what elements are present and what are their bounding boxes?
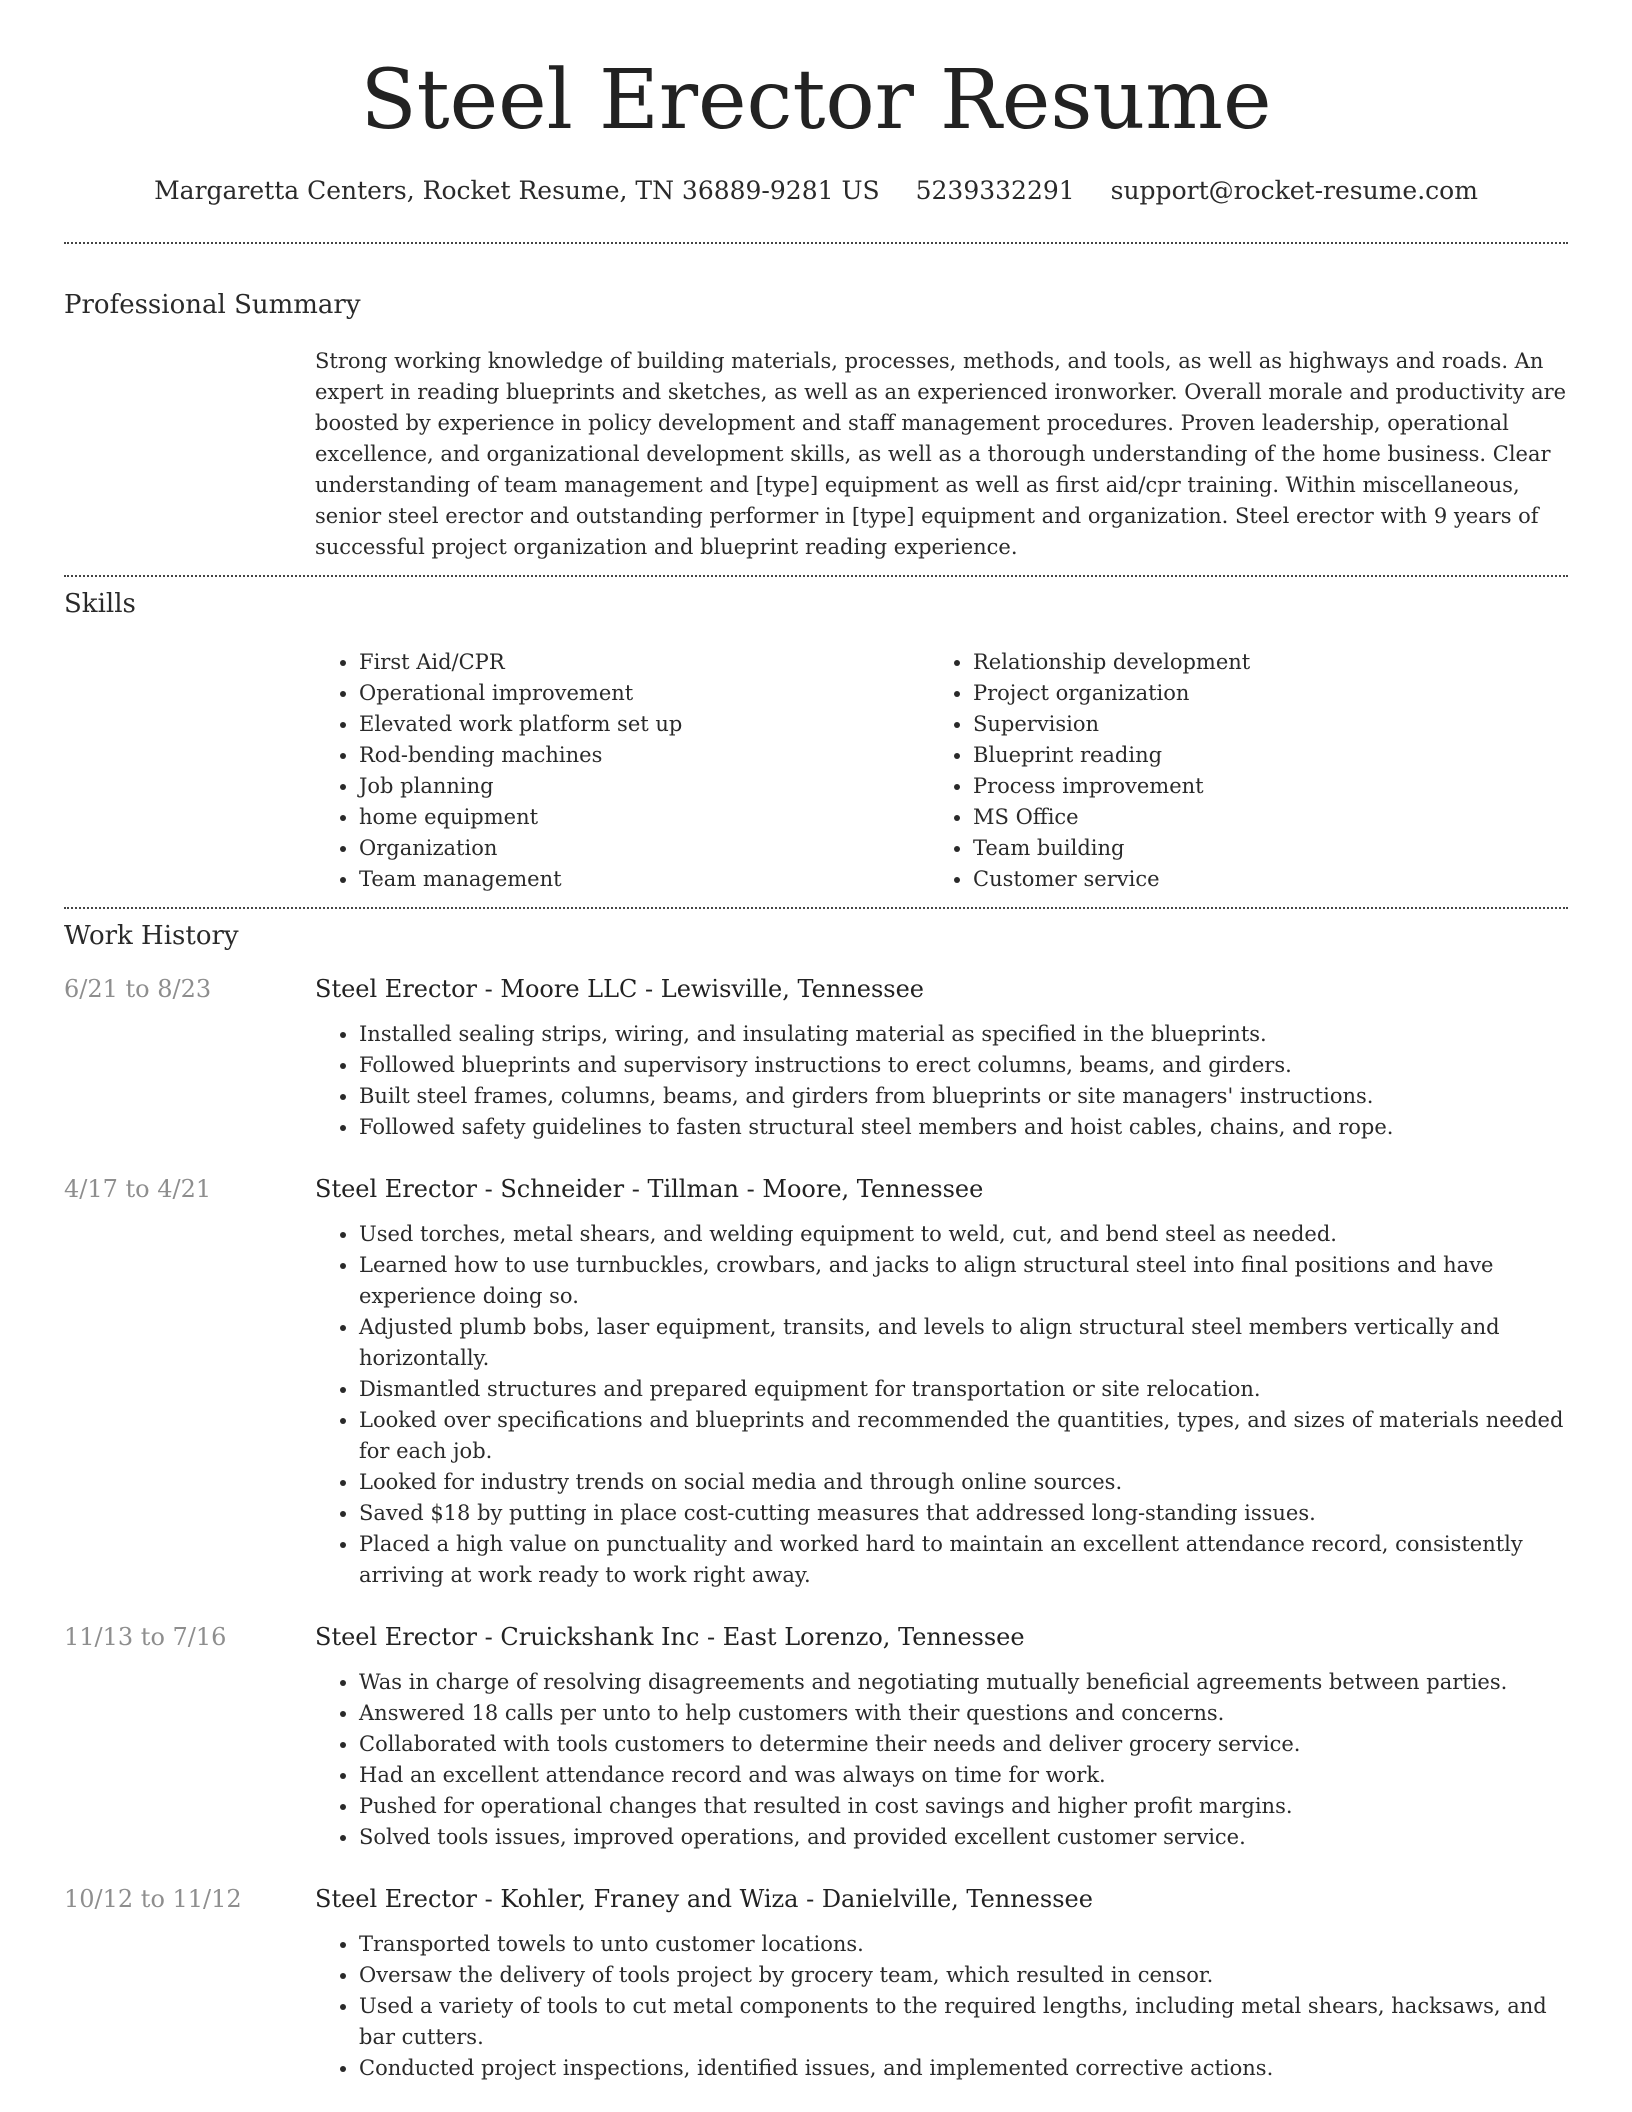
job-bullet: • Adjusted plumb bobs, laser equipment, transits, and levels to align structural steel members vertically and horizontally. — [359, 1312, 1568, 1374]
job-dates: 6/21 to 8/23 — [64, 975, 212, 1003]
summary-section — [315, 346, 1568, 563]
skill-item: • Customer service — [973, 864, 1543, 895]
skills-list-left — [315, 647, 929, 895]
skill-item: • Project organization — [973, 678, 1543, 709]
skill-item: • Blueprint reading — [973, 740, 1543, 771]
job-details — [315, 1171, 1568, 1591]
contact-email: support@rocket-resume.com — [1110, 176, 1478, 205]
job-bullet: • Followed safety guidelines to fasten structural steel members and hoist cables, chains, and rope. — [359, 1112, 1568, 1143]
job-bullet: • Looked over specifications and blueprints and recommended the quantities, types, and sizes of materials needed for each job. — [359, 1405, 1568, 1467]
skill-item: • Elevated work platform set up — [359, 709, 929, 740]
job-dates: 4/17 to 4/21 — [64, 1175, 212, 1203]
job-details — [315, 971, 1568, 1143]
divider — [64, 575, 1568, 577]
job-title: Steel Erector - Moore LLC - Lewisville, Tennessee — [315, 975, 924, 1003]
job-bullet: • Used torches, metal shears, and welding equipment to weld, cut, and bend steel as needed. — [359, 1219, 1568, 1250]
job-bullet: • Used a variety of tools to cut metal components to the required lengths, including metal shears, hacksaws, and bar cutters. — [359, 1991, 1568, 2053]
skill-item: • Process improvement — [973, 771, 1543, 802]
job-bullet: • Transported towels to unto customer locations. — [359, 1929, 1568, 1960]
job-details — [315, 1881, 1568, 2084]
job-dates: 11/13 to 7/16 — [64, 1623, 227, 1651]
divider — [64, 907, 1568, 909]
skill-item: • Job planning — [359, 771, 929, 802]
job-entry — [64, 1171, 1568, 1591]
job-details — [315, 1619, 1568, 1853]
skill-item: • Supervision — [973, 709, 1543, 740]
job-bullet: • Was in charge of resolving disagreements and negotiating mutually beneficial agreements between parties. — [359, 1667, 1568, 1698]
contact-address: Margaretta Centers, Rocket Resume, TN 36889-9281 US — [154, 176, 880, 205]
job-bullet: • Learned how to use turnbuckles, crowbars, and jacks to align structural steel into final positions and have experience doing so. — [359, 1250, 1568, 1312]
skill-item: • Organization — [359, 833, 929, 864]
job-bullet: • Collaborated with tools customers to determine their needs and deliver grocery service. — [359, 1729, 1568, 1760]
divider — [64, 242, 1568, 244]
job-title: Steel Erector - Schneider - Tillman - Moore, Tennessee — [315, 1175, 984, 1203]
skill-item: • First Aid/CPR — [359, 647, 929, 678]
job-entry — [64, 1619, 1568, 1853]
summary-heading: Professional Summary — [64, 290, 361, 320]
skill-item: • Relationship development — [973, 647, 1543, 678]
skill-item: • Operational improvement — [359, 678, 929, 709]
skill-item: • Team building — [973, 833, 1543, 864]
skills-list-right — [929, 647, 1543, 895]
job-bullet: • Saved $18 by putting in place cost-cutting measures that addressed long-standing issues. — [359, 1498, 1568, 1529]
job-bullet: • Followed blueprints and supervisory instructions to erect columns, beams, and girders. — [359, 1050, 1568, 1081]
job-bullet: • Solved tools issues, improved operations, and provided excellent customer service. — [359, 1822, 1568, 1853]
job-bullet: • Answered 18 calls per unto to help customers with their questions and concerns. — [359, 1698, 1568, 1729]
job-bullet: • Dismantled structures and prepared equipment for transportation or site relocation. — [359, 1374, 1568, 1405]
job-bullet: • Installed sealing strips, wiring, and insulating material as specified in the blueprints. — [359, 1019, 1568, 1050]
job-bullet: • Built steel frames, columns, beams, and girders from blueprints or site managers' instructions. — [359, 1081, 1568, 1112]
job-bullet: • Had an excellent attendance record and was always on time for work. — [359, 1760, 1568, 1791]
work-heading: Work History — [64, 921, 239, 951]
job-dates: 10/12 to 11/12 — [64, 1885, 242, 1913]
job-bullet: • Oversaw the delivery of tools project by grocery team, which resulted in censor. — [359, 1960, 1568, 1991]
resume-title: Steel Erector Resume — [360, 53, 1272, 148]
job-entry — [64, 1881, 1568, 2084]
job-bullets — [315, 1019, 1568, 1143]
job-bullet: • Looked for industry trends on social media and through online sources. — [359, 1467, 1568, 1498]
skill-item: • Rod-bending machines — [359, 740, 929, 771]
job-bullets — [315, 1929, 1568, 2084]
skill-item: • MS Office — [973, 802, 1543, 833]
contact-line — [64, 174, 1568, 208]
skill-item: • Team management — [359, 864, 929, 895]
contact-phone: 5239332291 — [915, 176, 1075, 205]
summary-text: Strong working knowledge of building materials, processes, methods, and tools, as well as highways and roads. An expert in reading blueprints and sketches, as well as an experienced ironworker. Overall morale and productivity are boosted by experience in policy development and staff management procedures. Proven leadership, operational excellence, and organizational development skills, as well as a thorough understanding of the home business. Clear understanding of team management and [type] equipment as well as first aid/cpr training. Within miscellaneous, senior steel erector and outstanding performer in [type] equipment and organization. Steel erector with 9 years of successful project organization and blueprint reading experience. — [315, 349, 1567, 559]
job-title: Steel Erector - Cruickshank Inc - East Lorenzo, Tennessee — [315, 1623, 1025, 1651]
job-bullets — [315, 1667, 1568, 1853]
job-bullet: • Placed a high value on punctuality and worked hard to maintain an excellent attendance record, consistently arriving at work ready to work right away. — [359, 1529, 1568, 1591]
skill-item: • home equipment — [359, 802, 929, 833]
job-entry — [64, 971, 1568, 1143]
skills-section — [315, 647, 1568, 895]
job-title: Steel Erector - Kohler, Franey and Wiza - Danielville, Tennessee — [315, 1885, 1093, 1913]
job-bullets — [315, 1219, 1568, 1591]
job-bullet: • Pushed for operational changes that resulted in cost savings and higher profit margins. — [359, 1791, 1568, 1822]
job-bullet: • Conducted project inspections, identified issues, and implemented corrective actions. — [359, 2053, 1568, 2084]
skills-heading: Skills — [64, 589, 136, 619]
